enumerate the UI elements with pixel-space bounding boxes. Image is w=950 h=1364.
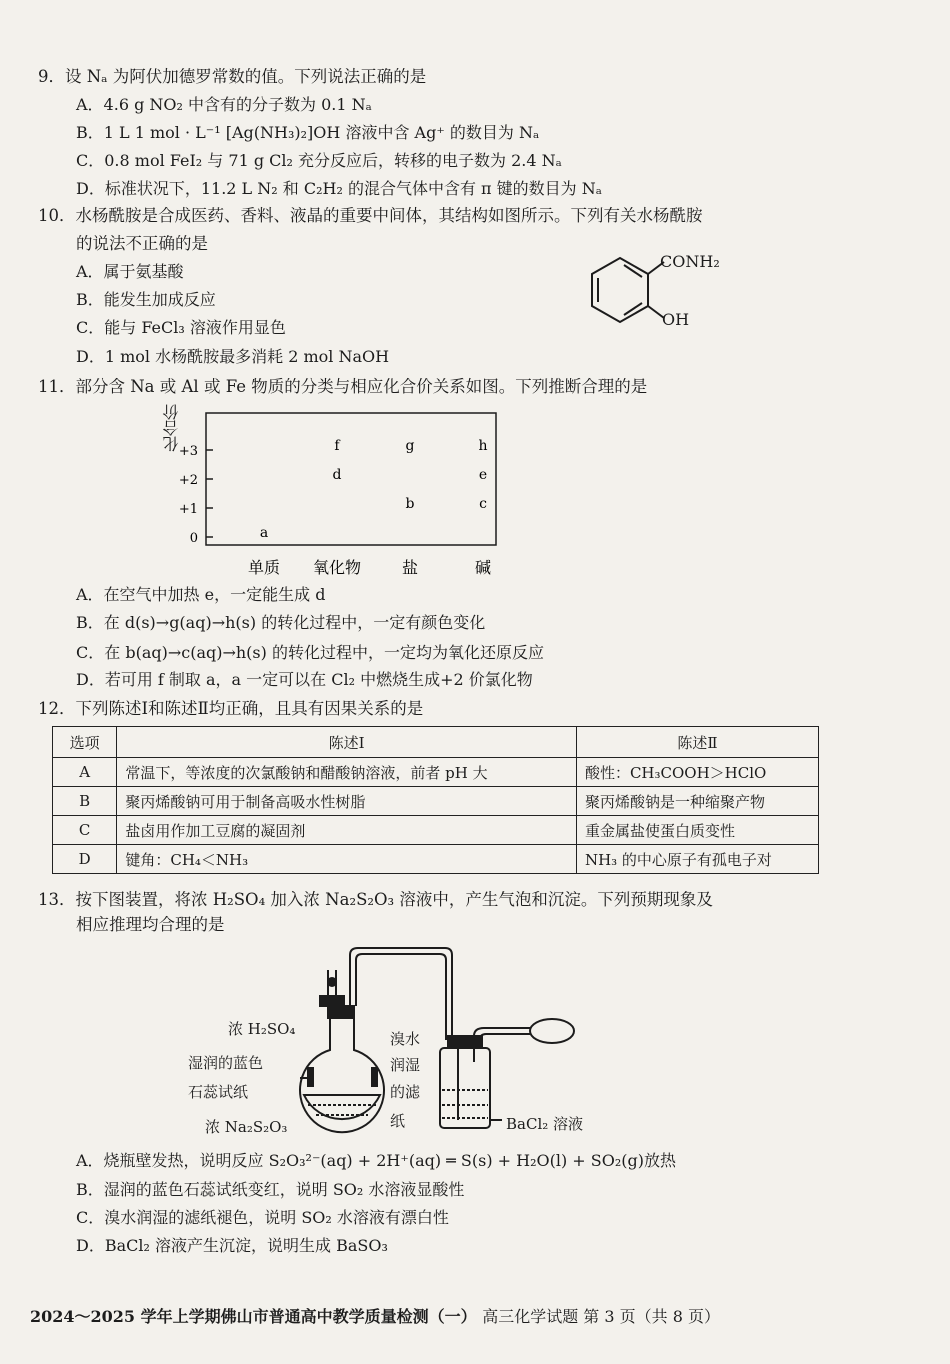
row-option: B bbox=[53, 787, 117, 816]
q10-option-d: D．1 mol 水杨酰胺最多消耗 2 mol NaOH bbox=[76, 347, 390, 366]
chart-category-label: 氧化物 bbox=[312, 558, 362, 577]
chart-point-f: f bbox=[334, 438, 340, 454]
footer-page-info: 高三化学试题 第 3 页（共 8 页） bbox=[482, 1307, 721, 1326]
q11-option-a: A．在空气中加热 e，一定能生成 d bbox=[76, 585, 326, 604]
header-option: 选项 bbox=[53, 727, 117, 758]
q13-stem-line2: 相应推理均合理的是 bbox=[76, 915, 225, 934]
row-statement-2: 重金属盐使蛋白质变性 bbox=[576, 816, 818, 845]
row-statement-1: 聚丙烯酸钠可用于制备高吸水性树脂 bbox=[117, 787, 577, 816]
structure-conh2-label: CONH₂ bbox=[660, 252, 720, 271]
q11-stem: 11．部分含 Na 或 Al 或 Fe 物质的分类与相应化合价关系如图。下列推断合理的是 bbox=[38, 377, 648, 396]
label-bromine-line1: 溴水 bbox=[390, 1030, 421, 1048]
chart-category-label: 碱 bbox=[474, 558, 492, 577]
chart-point-b: b bbox=[405, 496, 415, 512]
apparatus-diagram bbox=[290, 940, 580, 1140]
label-conc-na2s2o3: 浓 Na₂S₂O₃ bbox=[205, 1118, 288, 1136]
label-bromine-line3: 的滤 bbox=[390, 1083, 421, 1101]
page-footer bbox=[30, 1304, 720, 1327]
chart-ytick-label: +3 bbox=[178, 444, 198, 459]
row-statement-2: NH₃ 的中心原子有孤电子对 bbox=[576, 845, 818, 874]
q12-stem: 12．下列陈述Ⅰ和陈述Ⅱ均正确，且具有因果关系的是 bbox=[38, 699, 424, 718]
q13-option-a: A．烧瓶壁发热，说明反应 S₂O₃²⁻(aq) + 2H⁺(aq) ═ S(s) + H₂O(l) + SO₂(g)放热 bbox=[76, 1151, 677, 1170]
q11-option-c: C．在 b(aq)→c(aq)→h(s) 的转化过程中，一定均为氧化还原反应 bbox=[76, 643, 544, 662]
row-statement-1: 键角：CH₄＜NH₃ bbox=[117, 845, 577, 874]
q9-stem: 9．设 Nₐ 为阿伏加德罗常数的值。下列说法正确的是 bbox=[38, 67, 427, 86]
chart-point-c: c bbox=[479, 496, 487, 512]
footer-exam-title: 2024～2025 学年上学期佛山市普通高中教学质量检测（一） bbox=[30, 1307, 477, 1326]
label-bacl2: BaCl₂ 溶液 bbox=[506, 1115, 584, 1133]
row-statement-1: 盐卤用作加工豆腐的凝固剂 bbox=[117, 816, 577, 845]
label-conc-h2so4: 浓 H₂SO₄ bbox=[228, 1020, 296, 1038]
q11-option-d: D．若可用 f 制取 a，a 一定可以在 Cl₂ 中燃烧生成+2 价氯化物 bbox=[76, 670, 533, 689]
label-litmus-line2: 石蕊试纸 bbox=[188, 1083, 249, 1101]
q11-option-b: B．在 d(s)→g(aq)→h(s) 的转化过程中，一定有颜色变化 bbox=[76, 613, 486, 632]
table-row bbox=[53, 787, 819, 816]
q12-table bbox=[52, 726, 819, 874]
chart-ylabel: 化合价 bbox=[162, 404, 181, 452]
q9-option-c: C．0.8 mol FeI₂ 与 71 g Cl₂ 充分反应后，转移的电子数为 2.4 Nₐ bbox=[76, 151, 562, 170]
chart-ytick-label: 0 bbox=[189, 531, 198, 546]
header-statement-2: 陈述Ⅱ bbox=[576, 727, 818, 758]
row-statement-1: 常温下，等浓度的次氯酸钠和醋酸钠溶液，前者 pH 大 bbox=[117, 758, 577, 787]
label-bromine-line2: 润湿 bbox=[390, 1056, 421, 1074]
valence-chart bbox=[170, 405, 510, 585]
table-row bbox=[53, 816, 819, 845]
table-row bbox=[53, 758, 819, 787]
chart-ytick-label: +2 bbox=[178, 473, 198, 488]
chart-category-label: 单质 bbox=[247, 558, 281, 577]
chart-point-d: d bbox=[332, 467, 342, 483]
chart-point-g: g bbox=[405, 438, 415, 454]
q9-option-b: B．1 L 1 mol · L⁻¹ [Ag(NH₃)₂]OH 溶液中含 Ag⁺ 的数目为 Nₐ bbox=[76, 123, 540, 142]
q10-stem-line2: 的说法不正确的是 bbox=[76, 234, 208, 253]
chart-point-a: a bbox=[259, 525, 269, 541]
chart-ytick-label: +1 bbox=[178, 502, 198, 517]
chart-point-h: h bbox=[478, 438, 488, 454]
q13-stem-line1: 13．按下图装置，将浓 H₂SO₄ 加入浓 Na₂S₂O₃ 溶液中，产生气泡和沉淀。下列预期现象及 bbox=[38, 890, 713, 909]
table-row bbox=[53, 845, 819, 874]
row-option: D bbox=[53, 845, 117, 874]
q13-option-b: B．湿润的蓝色石蕊试纸变红，说明 SO₂ 水溶液显酸性 bbox=[76, 1180, 465, 1199]
header-statement-1: 陈述Ⅰ bbox=[117, 727, 577, 758]
q13-option-c: C．溴水润湿的滤纸褪色，说明 SO₂ 水溶液有漂白性 bbox=[76, 1208, 449, 1227]
q9-option-d: D．标准状况下，11.2 L N₂ 和 C₂H₂ 的混合气体中含有 π 键的数目为 Nₐ bbox=[76, 179, 602, 198]
label-bromine-line4: 纸 bbox=[390, 1112, 406, 1130]
row-statement-2: 酸性：CH₃COOH＞HClO bbox=[576, 758, 818, 787]
q10-option-b: B．能发生加成反应 bbox=[76, 290, 216, 309]
q10-option-a: A．属于氨基酸 bbox=[76, 262, 184, 281]
row-option: A bbox=[53, 758, 117, 787]
chart-point-e: e bbox=[478, 467, 488, 483]
structure-oh-label: OH bbox=[662, 310, 690, 329]
label-litmus-line1: 湿润的蓝色 bbox=[188, 1054, 264, 1072]
q10-option-c: C．能与 FeCl₃ 溶液作用显色 bbox=[76, 318, 286, 337]
q10-stem-line1: 10．水杨酰胺是合成医药、香料、液晶的重要中间体，其结构如图所示。下列有关水杨酰胺 bbox=[38, 206, 703, 225]
chart-frame bbox=[206, 413, 496, 545]
row-option: C bbox=[53, 816, 117, 845]
chart-category-label: 盐 bbox=[401, 558, 419, 577]
q9-option-a: A．4.6 g NO₂ 中含有的分子数为 0.1 Nₐ bbox=[76, 95, 372, 114]
q13-option-d: D．BaCl₂ 溶液产生沉淀，说明生成 BaSO₃ bbox=[76, 1236, 388, 1255]
table-header-row bbox=[53, 727, 819, 758]
row-statement-2: 聚丙烯酸钠是一种缩聚产物 bbox=[576, 787, 818, 816]
